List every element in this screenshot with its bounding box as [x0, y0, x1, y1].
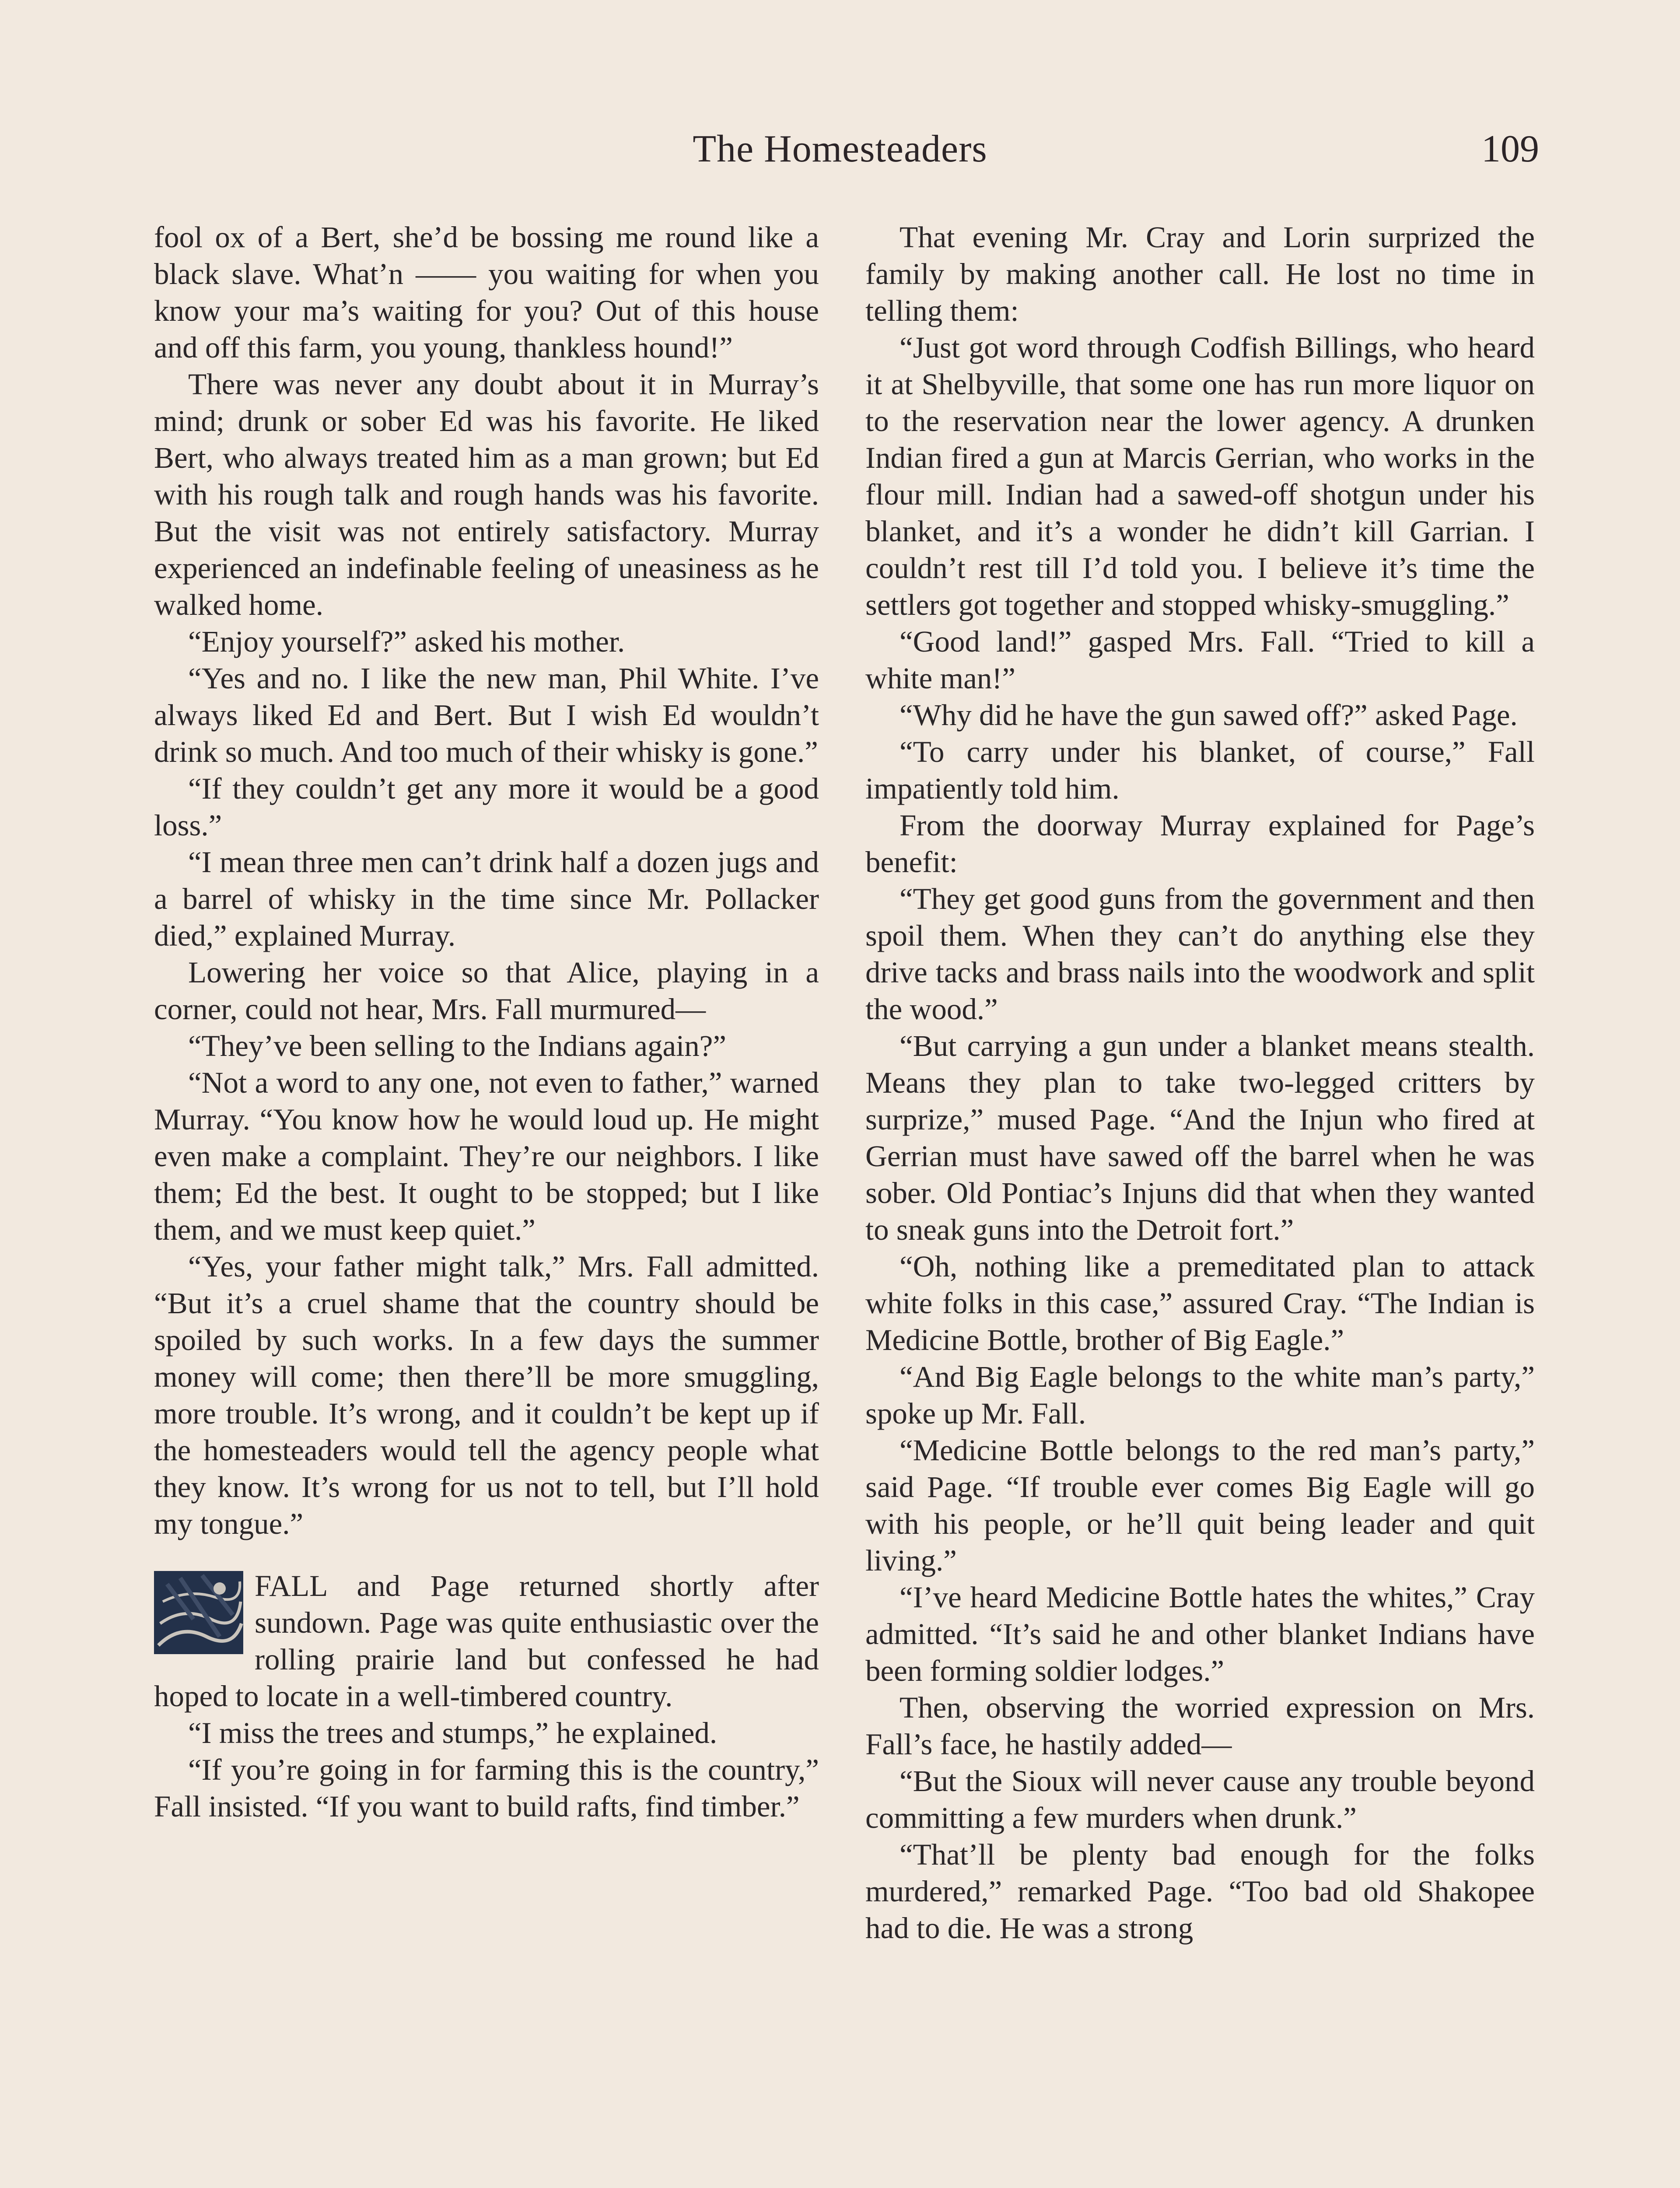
paragraph: “If you’re going in for farming this is the country,” Fall insisted. “If you want to build rafts, find timber.”	[154, 1753, 819, 1823]
paragraph: There was never any doubt about it in Murray’s mind; drunk or sober Ed was his favorite. He liked Bert, who always treated him as a man grown; but Ed with his rough talk and rough hands was his favorite. But the visit was not entirely satisfactory. Murray experienced an indefinable feeling of uneasiness as he walked home.	[154, 368, 819, 621]
running-title: The Homesteaders	[693, 128, 987, 170]
paragraph: “Why did he have the gun sawed off?” asked Page.	[900, 698, 1518, 732]
paragraph: “Not a word to any one, not even to father,” warned Murray. “You know how he would loud up. He might even make a complaint. They’re our neighbors. I like them; Ed the best. It ought to be stopped; but I like them, and we must keep quiet.”	[154, 1066, 819, 1246]
paragraph: “If they couldn’t get any more it would be a good loss.”	[154, 772, 819, 842]
paragraph: “Enjoy yourself?” asked his mother.	[188, 625, 625, 658]
paragraph: “But carrying a gun under a blanket means stealth. Means they plan to take two-legged critters by surprize,” mused Page. “And the Injun who fired at Gerrian must have sawed off the barrel when he was sober. Old Pontiac’s Injuns did that when they wanted to sneak guns into the Detroit fort.”	[865, 1029, 1535, 1246]
paragraph: “Yes and no. I like the new man, Phil White. I’ve always liked Ed and Bert. But I wish Ed wouldn’t drink so much. And too much of their whisky is gone.”	[154, 662, 819, 768]
paragraph: “Good land!” gasped Mrs. Fall. “Tried to kill a white man!”	[865, 625, 1535, 695]
paragraph: “To carry under his blanket, of course,” Fall impatiently told him.	[865, 735, 1535, 805]
page-number: 109	[1481, 128, 1539, 170]
paragraph: That evening Mr. Cray and Lorin surprized the family by making another call. He lost no time in telling them:	[865, 221, 1535, 327]
paragraph: fool ox of a Bert, she’d be bossing me round like a black slave. What’n —— you waiting for when you know your ma’s waiting for you? Out of this house and off this farm, you young, thankless hound!”	[154, 221, 819, 364]
left-column	[154, 219, 819, 1825]
paragraph: “That’ll be plenty bad enough for the folks murdered,” remarked Page. “Too bad old Shakopee had to die. He was a strong	[865, 1838, 1535, 1945]
paragraph: “But the Sioux will never cause any trouble beyond committing a few murders when drunk.”	[865, 1764, 1535, 1834]
paragraph: “They’ve been selling to the Indians again?”	[188, 1029, 727, 1062]
paragraph: Then, observing the worried expression on Mrs. Fall’s face, he hastily added—	[865, 1691, 1535, 1761]
paragraph: “Oh, nothing like a premeditated plan to attack white folks in this case,” assured Cray. “The Indian is Medicine Bottle, brother of Big Eagle.”	[865, 1250, 1535, 1357]
paragraph: From the doorway Murray explained for Page’s benefit:	[865, 809, 1535, 879]
paragraph: “I’ve heard Medicine Bottle hates the whites,” Cray admitted. “It’s said he and other blanket Indians have been forming soldier lodges.”	[865, 1581, 1535, 1687]
paragraph: “And Big Eagle belongs to the white man’s party,” spoke up Mr. Fall.	[865, 1360, 1535, 1430]
paragraph: “Just got word through Codfish Billings, who heard it at Shelbyville, that some one has run more liquor on to the reservation near the lower agency. A drunken Indian fired a gun at Marcis Gerrian, who works in the flour mill. Indian had a sawed-off shotgun under his blanket, and it’s a wonder he didn’t kill Garrian. I couldn’t rest till I’d told you. I believe it’s time the settlers got together and stopped whisky-smuggling.”	[865, 331, 1535, 621]
paragraph: “Medicine Bottle belongs to the red man’s party,” said Page. “If trouble ever comes Big Eagle will go with his people, or he’ll quit being leader and quit living.”	[865, 1434, 1535, 1577]
paragraph: Lowering her voice so that Alice, playing in a corner, could not hear, Mrs. Fall murmured—	[154, 956, 819, 1026]
paragraph: “They get good guns from the government and then spoil them. When they can’t do anything else they drive tacks and brass nails into the woodwork and split the wood.”	[865, 882, 1535, 1026]
section-opening-paragraph	[154, 1567, 819, 1715]
right-column	[865, 219, 1535, 1946]
paragraph: “Yes, your father might talk,” Mrs. Fall admitted. “But it’s a cruel shame that the country should be spoiled by such works. In a few days the summer money will come; then there’ll be more smuggling, more trouble. It’s wrong, and it couldn’t be kept up if the homesteaders would tell the agency people what they know. It’s wrong for us not to tell, but I’ll hold my tongue.”	[154, 1250, 819, 1540]
paragraph: “I mean three men can’t drink half a dozen jugs and a barrel of whisky in the time since Mr. Pollacker died,” explained Murray.	[154, 845, 819, 952]
drop-cap-ornament-icon	[154, 1571, 243, 1654]
paragraph-text: FALL and Page returned shortly after sundown. Page was quite enthusiastic over the rolling prairie land but confessed he had hoped to locate in a well-timbered country.	[154, 1569, 819, 1713]
paragraph: “I miss the trees and stumps,” he explained.	[188, 1716, 718, 1750]
